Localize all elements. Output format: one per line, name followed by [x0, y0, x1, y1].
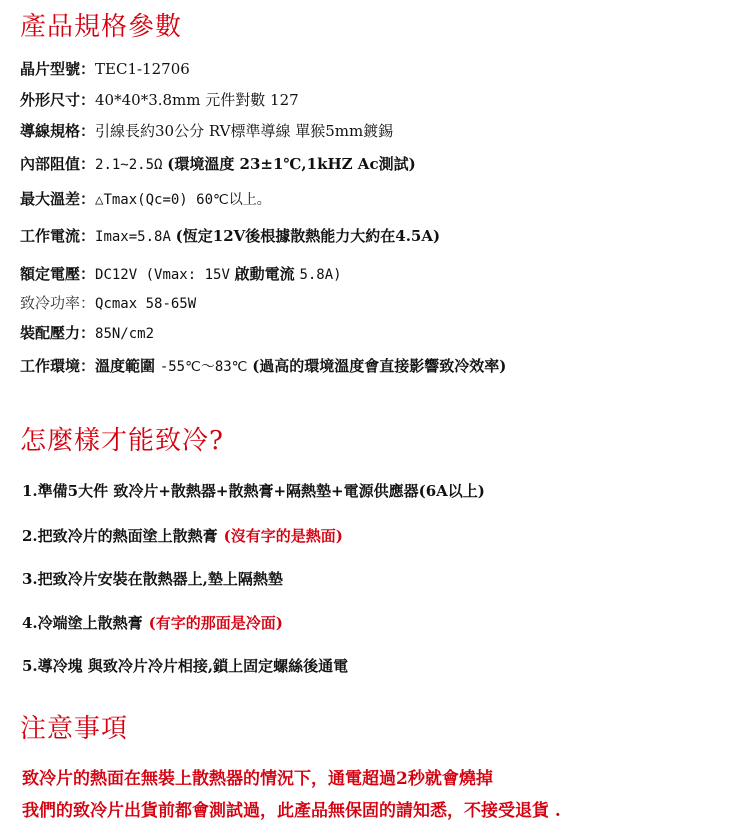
spec-value: △Tmax(Qc=0) 60℃以上。: [95, 192, 271, 208]
specs-title: 產品規格參數: [20, 12, 183, 42]
spec-label: 工作環境：: [20, 357, 96, 375]
spec-value: 2.1~2.5Ω: [95, 157, 163, 173]
notes-title: 注意事項: [20, 714, 129, 744]
spec-extra: -55℃～83℃: [159, 359, 248, 375]
spec-label: 致冷功率：: [20, 294, 96, 312]
spec-value: Qcmax 58-65W: [95, 296, 197, 312]
spec-value: 引線長約30公分 RV標準導線 單猴5mm鍍錫: [95, 122, 394, 140]
spec-value: 40*40*3.8mm 元件對數 127: [95, 91, 299, 109]
spec-label: 最大溫差：: [20, 190, 96, 208]
spec-row-voltage: [20, 263, 342, 284]
spec-label: 額定電壓：: [20, 265, 96, 283]
step-item: [22, 655, 348, 676]
step-item: [22, 480, 485, 501]
spec-row-cooling-power: [20, 292, 196, 313]
spec-value: Imax=5.8A: [95, 229, 171, 245]
spec-row-max-delta: [20, 188, 271, 209]
spec-extra: (恆定12V後根據散熱能力大約在4.5A): [175, 227, 441, 245]
spec-row-chip-model: [20, 58, 190, 79]
spec-value: DC12V (Vmax: 15V: [95, 267, 230, 283]
step-text: 3.把致冷片安裝在散熱器上,墊上隔熱墊: [22, 570, 283, 588]
spec-extra: (環境溫度 23±1℃,1kHZ Ac測試): [167, 155, 416, 173]
spec-row-resistance: [20, 153, 416, 174]
spec-value: 85N/cm2: [95, 326, 155, 342]
step-item: [22, 568, 283, 589]
spec-label: 晶片型號：: [20, 60, 96, 78]
warning-line: 我們的致冷片出貨前都會測試過，此產品無保固的請知悉，不接受退貨 .: [22, 801, 561, 821]
spec-label: 裝配壓力：: [20, 324, 96, 342]
spec-row-dimensions: [20, 89, 299, 110]
step-text: 2.把致冷片的熱面塗上散熱膏: [22, 527, 218, 545]
spec-row-pressure: [20, 322, 154, 343]
step-item: [22, 525, 343, 546]
spec-value: TEC1-12706: [95, 60, 190, 78]
warning-line: 致冷片的熱面在無裝上散熱器的情況下，通電超過2秒就會燒掉: [22, 769, 493, 789]
step-text: 4.冷端塗上散熱膏: [22, 614, 143, 632]
spec-label: 內部阻值：: [20, 155, 96, 173]
howto-title: 怎麼樣才能致冷?: [20, 426, 224, 456]
spec-row-wire: [20, 120, 393, 141]
spec-row-environment: [20, 355, 506, 376]
spec-label: 導線規格：: [20, 122, 96, 140]
step-text: 5.導冷塊 與致冷片冷片相接,鎖上固定螺絲後通電: [22, 657, 349, 675]
step-text: 1.準備5大件 致冷片+散熱器+散熱膏+隔熱墊+電源供應器(6A以上): [22, 482, 485, 500]
spec-extra: 啟動電流: [234, 265, 295, 283]
spec-row-current: [20, 225, 440, 246]
step-item: [22, 612, 283, 633]
step-note: (沒有字的是熱面): [223, 527, 343, 545]
spec-tail: 5.8A): [299, 267, 342, 283]
step-note: (有字的那面是冷面): [148, 614, 283, 632]
spec-label: 外形尺寸：: [20, 91, 96, 109]
spec-label: 工作電流：: [20, 227, 96, 245]
spec-tail: (過高的環境溫度會直接影響致冷效率): [252, 357, 507, 375]
spec-value: 溫度範圍: [95, 357, 156, 375]
